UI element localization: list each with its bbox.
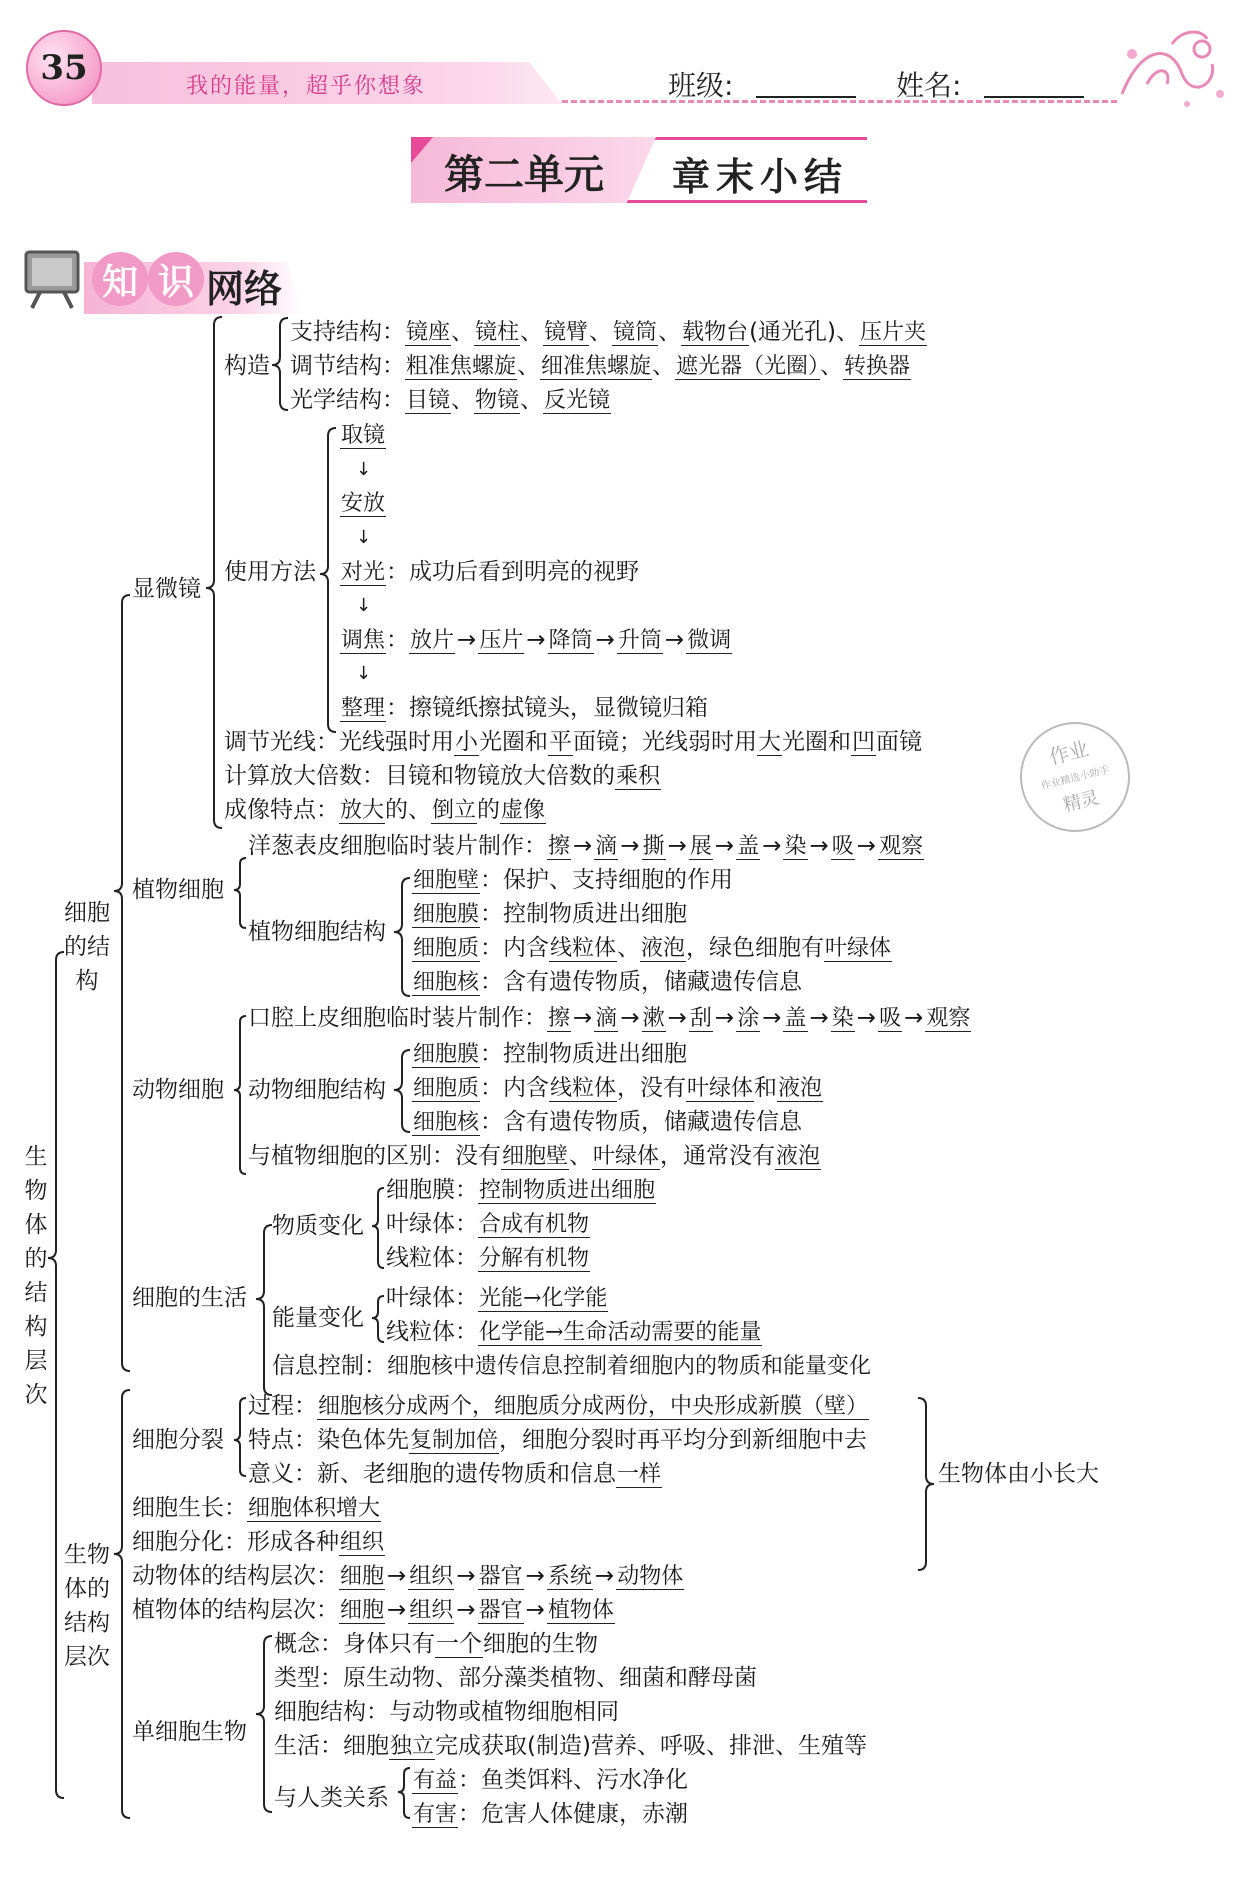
info-control-row: 信息控制：细胞核中遗传信息控制着细胞内的物质和能量变化 bbox=[272, 1353, 872, 1379]
homework-stamp: 作业 作业精选小助手 精灵 bbox=[1008, 710, 1141, 843]
down-arrow-icon: ↓ bbox=[356, 527, 372, 548]
name-label: 姓名: bbox=[896, 69, 962, 102]
unicellular-structure: 细胞结构：与动物或植物细胞相同 bbox=[274, 1699, 619, 1725]
construction-label: 构造 bbox=[224, 353, 270, 379]
matter-mitochondria: 线粒体：分解有机物 bbox=[386, 1245, 590, 1271]
light-adjust-row: 调节光线：光线强时用小光圈和平面镜；光线弱时用大光圈和凹面镜 bbox=[224, 729, 922, 755]
animal-part-membrane: 细胞膜：控制物质进出细胞 bbox=[413, 1041, 688, 1067]
step-tiaojiao: 调焦：放片 → 压片 → 降筒 → 升筒 → 微调 bbox=[341, 627, 732, 653]
header-slogan: 我的能量，超乎你想象 bbox=[186, 74, 427, 99]
animal-plant-diff-row: 与植物细胞的区别：没有细胞壁、叶绿体，通常没有液泡 bbox=[248, 1143, 821, 1169]
matter-chloroplast: 叶绿体：合成有机物 bbox=[386, 1211, 590, 1237]
cell-structure-label: 细胞的结构 bbox=[64, 900, 110, 994]
unicellular-label: 单细胞生物 bbox=[132, 1719, 247, 1745]
relation-good: 有益：鱼类饵料、污水净化 bbox=[413, 1767, 689, 1793]
energy-chloroplast: 叶绿体：光能→化学能 bbox=[386, 1285, 608, 1311]
support-structure-row: 支持结构：镜座、镜柱、镜臂、镜筒、载物台(通光孔)、压片夹 bbox=[290, 319, 927, 345]
microscope-label: 显微镜 bbox=[132, 576, 201, 602]
optical-structure-row: 光学结构：目镜、物镜、反光镜 bbox=[290, 387, 611, 413]
unicellular-types: 类型：原生动物、部分藻类植物、细菌和酵母菌 bbox=[274, 1665, 757, 1691]
animal-levels-row: 动物体的结构层次：细胞 → 组织 → 器官 → 系统 → 动物体 bbox=[132, 1563, 684, 1589]
adjust-structure-row: 调节结构：粗准焦螺旋、细准焦螺旋、遮光器（光圈）、转换器 bbox=[290, 353, 911, 379]
cell-growth-row: 细胞生长：细胞体积增大 bbox=[132, 1495, 381, 1521]
animal-part-cytoplasm: 细胞质：内含线粒体，没有叶绿体和液泡 bbox=[413, 1075, 823, 1101]
unicellular-concept: 概念：身体只有一个细胞的生物 bbox=[274, 1631, 598, 1657]
plant-part-membrane: 细胞膜：控制物质进出细胞 bbox=[413, 901, 688, 927]
division-process: 过程：细胞核分成两个，细胞质分成两份，中央形成新膜（壁） bbox=[248, 1393, 869, 1419]
section-char-1: 知 bbox=[92, 252, 148, 306]
onion-prep-row: 洋葱表皮细胞临时装片制作：擦 → 滴 → 撕 → 展 → 盖 → 染 → 吸 → 观察 bbox=[248, 833, 924, 859]
section-title: 网络 bbox=[206, 266, 283, 311]
matter-membrane: 细胞膜：控制物质进出细胞 bbox=[386, 1177, 656, 1203]
step-qujing: 取镜 bbox=[341, 423, 386, 448]
plant-cell-label: 植物细胞 bbox=[132, 877, 224, 903]
down-arrow-icon: ↓ bbox=[356, 459, 372, 480]
cell-life-label: 细胞的生活 bbox=[132, 1285, 247, 1311]
energy-change-label: 能量变化 bbox=[272, 1305, 364, 1331]
grow-note: 生物体由小长大 bbox=[938, 1461, 1099, 1487]
unicellular-life: 生活：细胞独立完成获取(制造)营养、呼吸、排泄、生殖等 bbox=[274, 1733, 867, 1759]
animal-cell-label: 动物细胞 bbox=[132, 1077, 224, 1103]
plant-levels-row: 植物体的结构层次：细胞 → 组织 → 器官 → 植物体 bbox=[132, 1597, 614, 1623]
division-meaning: 意义：新、老细胞的遗传物质和信息一样 bbox=[248, 1461, 662, 1487]
animal-structure-label: 动物细胞结构 bbox=[248, 1077, 386, 1103]
organism-levels-label: 生物体的结构层次 bbox=[64, 1542, 110, 1670]
energy-mitochondria: 线粒体：化学能→生命活动需要的能量 bbox=[386, 1319, 762, 1345]
plant-structure-label: 植物细胞结构 bbox=[248, 919, 386, 945]
unit-title: 第二单元 bbox=[444, 151, 604, 198]
relation-bad: 有害：危害人体健康，赤潮 bbox=[413, 1801, 689, 1827]
plant-part-wall: 细胞壁：保护、支持细胞的作用 bbox=[413, 867, 734, 893]
step-duiguang: 对光：成功后看到明亮的视野 bbox=[341, 559, 640, 585]
page-number: 35 bbox=[26, 30, 102, 106]
magnification-row: 计算放大倍数：目镜和物镜放大倍数的乘积 bbox=[224, 763, 661, 789]
down-arrow-icon: ↓ bbox=[356, 595, 372, 616]
step-anfang: 安放 bbox=[341, 491, 386, 516]
root-label: 生物体的结构层次 bbox=[24, 1144, 48, 1408]
animal-part-nucleus: 细胞核：含有遗传物质，储藏遗传信息 bbox=[413, 1109, 803, 1135]
human-relation-label: 与人类关系 bbox=[274, 1785, 389, 1811]
imaging-row: 成像特点：放大的、倒立的虚像 bbox=[224, 797, 546, 823]
division-label: 细胞分裂 bbox=[132, 1427, 224, 1453]
down-arrow-icon: ↓ bbox=[356, 663, 372, 684]
section-char-2: 识 bbox=[148, 252, 204, 306]
step-zhengli: 整理：擦镜纸擦拭镜头，显微镜归箱 bbox=[341, 695, 709, 721]
chapter-subtitle: 章末小结 bbox=[672, 154, 849, 199]
usage-label: 使用方法 bbox=[224, 559, 316, 585]
cell-differentiation-row: 细胞分化：形成各种组织 bbox=[132, 1529, 385, 1555]
plant-part-nucleus: 细胞核：含有遗传物质，储藏遗传信息 bbox=[413, 969, 803, 995]
matter-change-label: 物质变化 bbox=[272, 1213, 364, 1239]
plant-part-cytoplasm: 细胞质：内含线粒体、液泡，绿色细胞有叶绿体 bbox=[413, 935, 892, 961]
class-label: 班级: bbox=[668, 69, 734, 102]
cheek-prep-row: 口腔上皮细胞临时装片制作：擦 → 滴 → 漱 → 刮 → 涂 → 盖 → 染 → 吸 → 观察 bbox=[248, 1005, 971, 1031]
division-feature: 特点：染色体先复制加倍，细胞分裂时再平均分到新细胞中去 bbox=[248, 1427, 868, 1453]
